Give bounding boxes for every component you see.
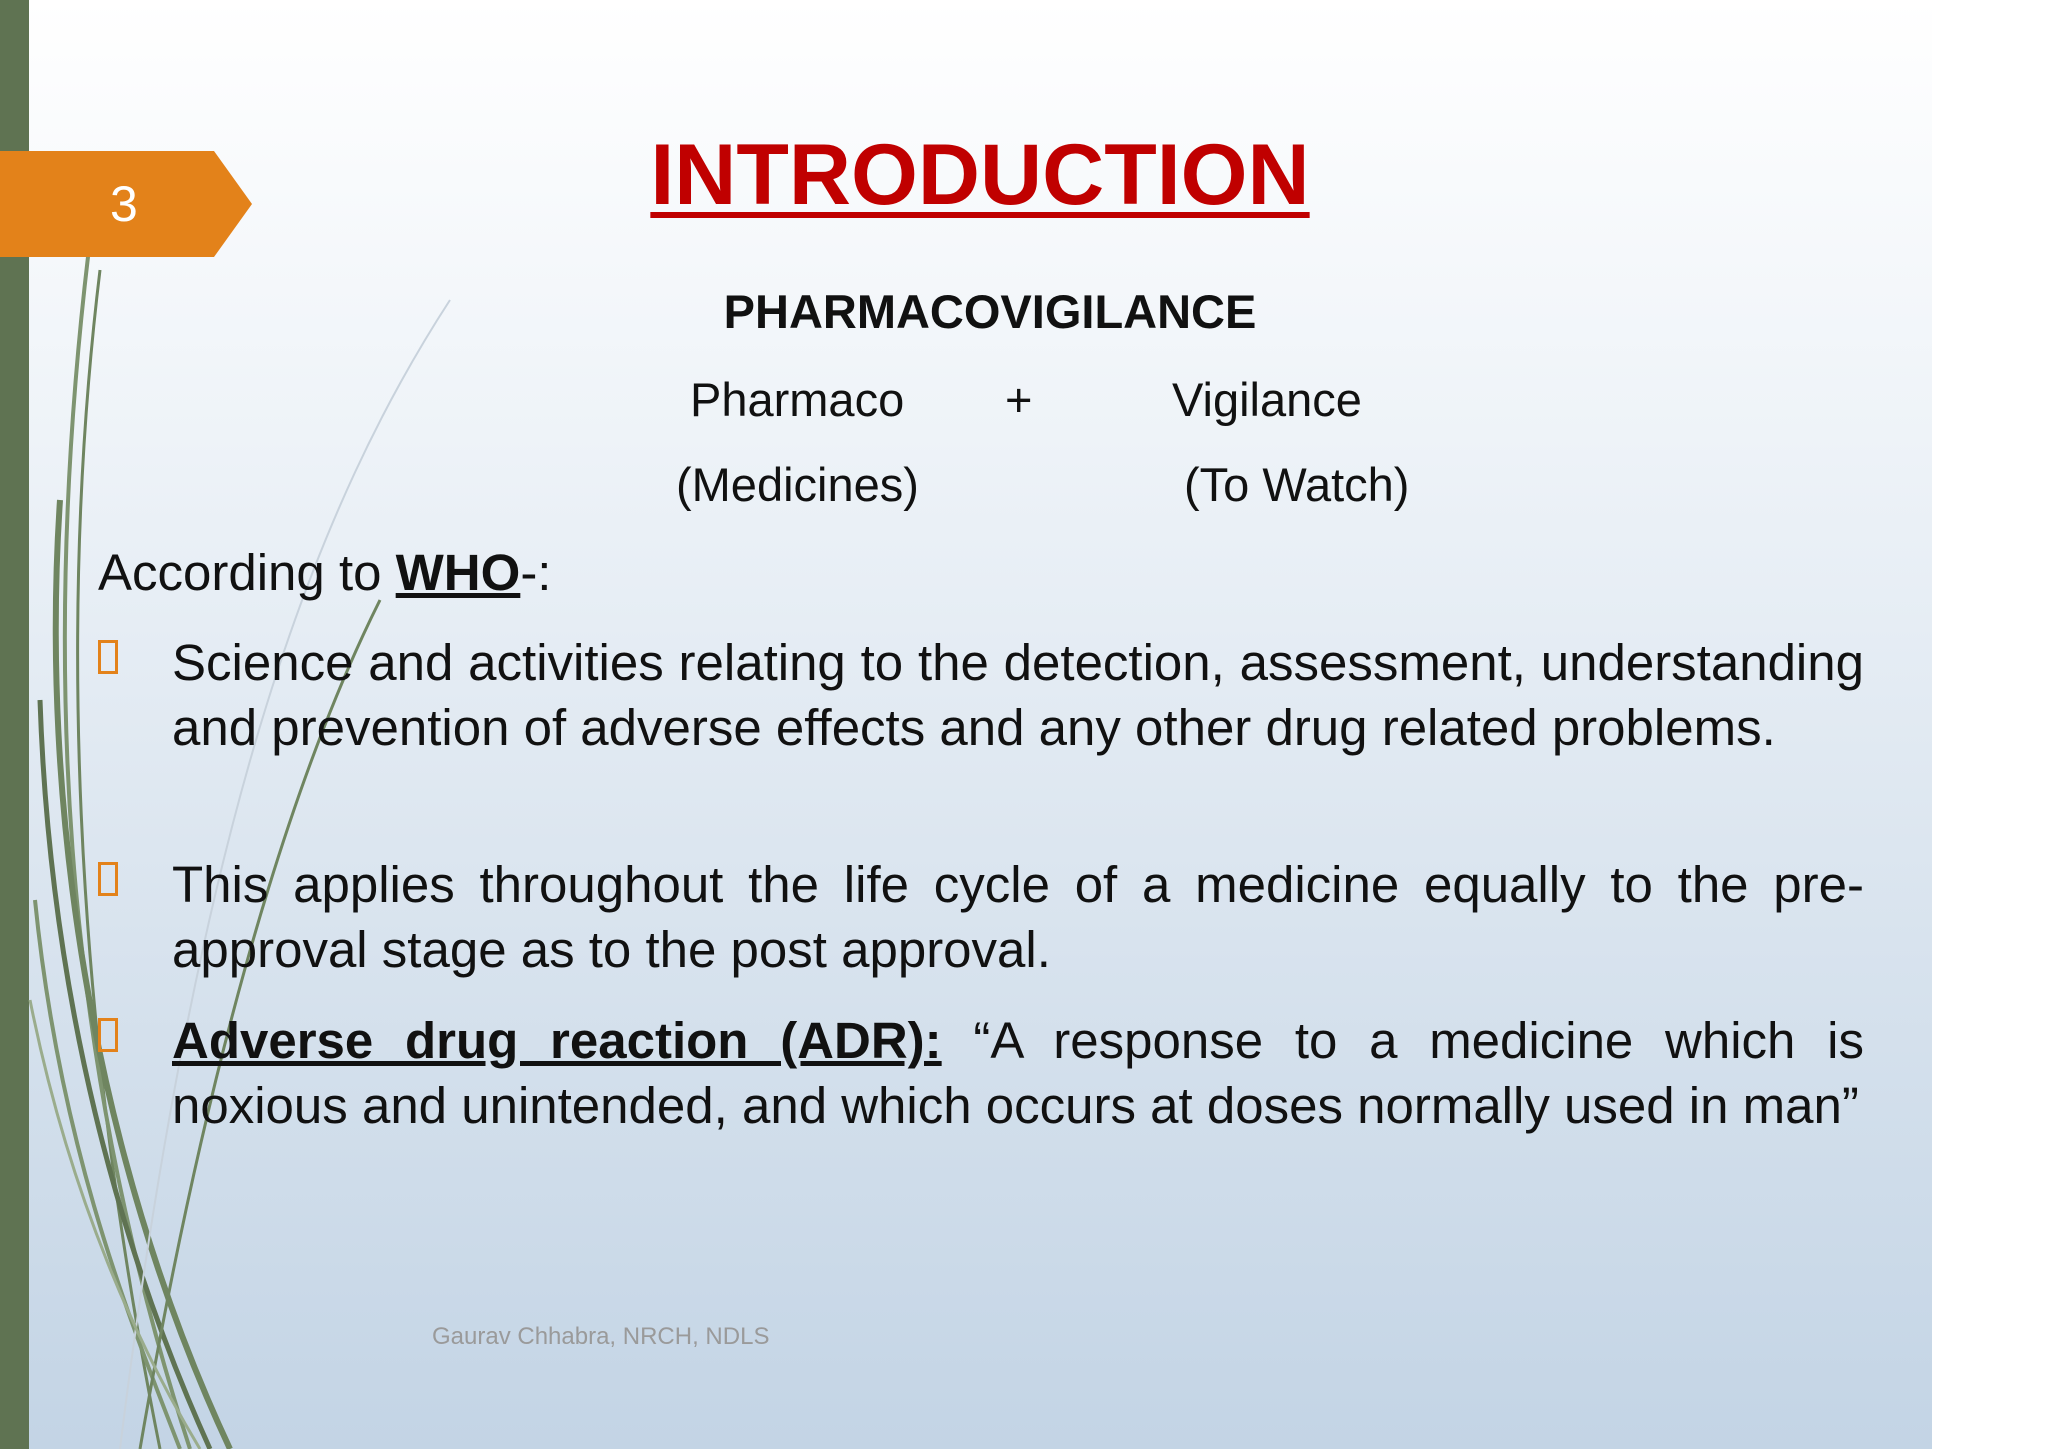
slide-title: INTRODUCTION — [650, 127, 1310, 223]
etymology-meaning-medicines: (Medicines) — [676, 458, 919, 511]
bullet-square-icon — [98, 862, 118, 896]
etymology-part-pharmaco: Pharmaco — [690, 373, 905, 426]
page-gutter — [1932, 0, 2048, 1449]
who-intro-suffix: -: — [520, 544, 552, 601]
adr-definition: “A response to a medicine which is noxious and unintended, and which occurs at doses normally used in man” — [172, 1012, 1864, 1134]
etymology-plus: + — [1005, 373, 1033, 426]
who-intro-prefix: According to — [98, 544, 396, 601]
adr-term: Adverse drug reaction (ADR): — [172, 1012, 942, 1069]
bullet-text: This applies throughout the life cycle of a medicine equally to the pre-approval stage as to the post approval. — [172, 856, 1864, 978]
bullet-text: Science and activities relating to the detection, assessment, understanding and prevention of adverse effects and any other drug related problems. — [172, 634, 1864, 756]
slide-subtitle: PHARMACOVIGILANCE — [723, 285, 1257, 338]
who-label: WHO — [395, 544, 521, 601]
etymology-part-vigilance: Vigilance — [1172, 373, 1362, 426]
who-intro-line — [98, 540, 551, 605]
slide-number: 3 — [110, 176, 138, 232]
etymology-meaning-to-watch: (To Watch) — [1184, 458, 1410, 511]
bullet-text-adr — [172, 1008, 1864, 1138]
bullet-square-icon — [98, 640, 118, 674]
footer-author: Gaurav Chhabra, NRCH, NDLS — [432, 1323, 770, 1350]
bullet-square-icon — [98, 1018, 118, 1052]
